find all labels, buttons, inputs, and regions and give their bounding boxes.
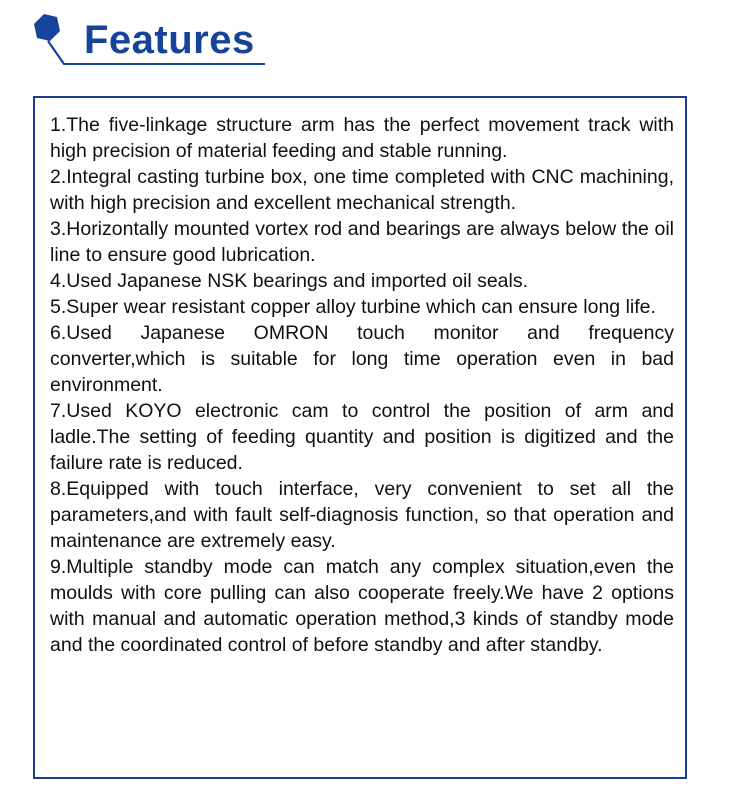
feature-item: 9.Multiple standby mode can match any complex situation,even the moulds with core pulling can also cooperate freely.We have 2 options with manual and automatic operation method,3 kinds of standby mode and the coordinated control of before standby and after standby. [50, 556, 674, 656]
feature-item: 4.Used Japanese NSK bearings and imported oil seals. [50, 270, 529, 292]
feature-item: 6.Used Japanese OMRON touch monitor and frequency converter,which is suitable for long time operation even in bad environment. [50, 322, 674, 396]
features-list [50, 112, 674, 658]
feature-item: 1.The five-linkage structure arm has the perfect movement track with high precision of material feeding and stable running. [50, 114, 674, 162]
features-panel [33, 96, 687, 779]
feature-item: 5.Super wear resistant copper alloy turbine which can ensure long life. [50, 296, 656, 318]
feature-item: 7.Used KOYO electronic cam to control the position of arm and ladle.The setting of feeding quantity and position is digitized and the failure rate is reduced. [50, 400, 674, 474]
feature-item: 2.Integral casting turbine box, one time completed with CNC machining, with high precision and excellent mechanical strength. [50, 166, 674, 214]
feature-item: 8.Equipped with touch interface, very convenient to set all the parameters,and with fault self-diagnosis function, so that operation and maintenance are extremely easy. [50, 478, 674, 552]
feature-item: 3.Horizontally mounted vortex rod and bearings are always below the oil line to ensure good lubrication. [50, 218, 674, 266]
page-title: Features [84, 18, 255, 62]
section-header [0, 0, 749, 80]
